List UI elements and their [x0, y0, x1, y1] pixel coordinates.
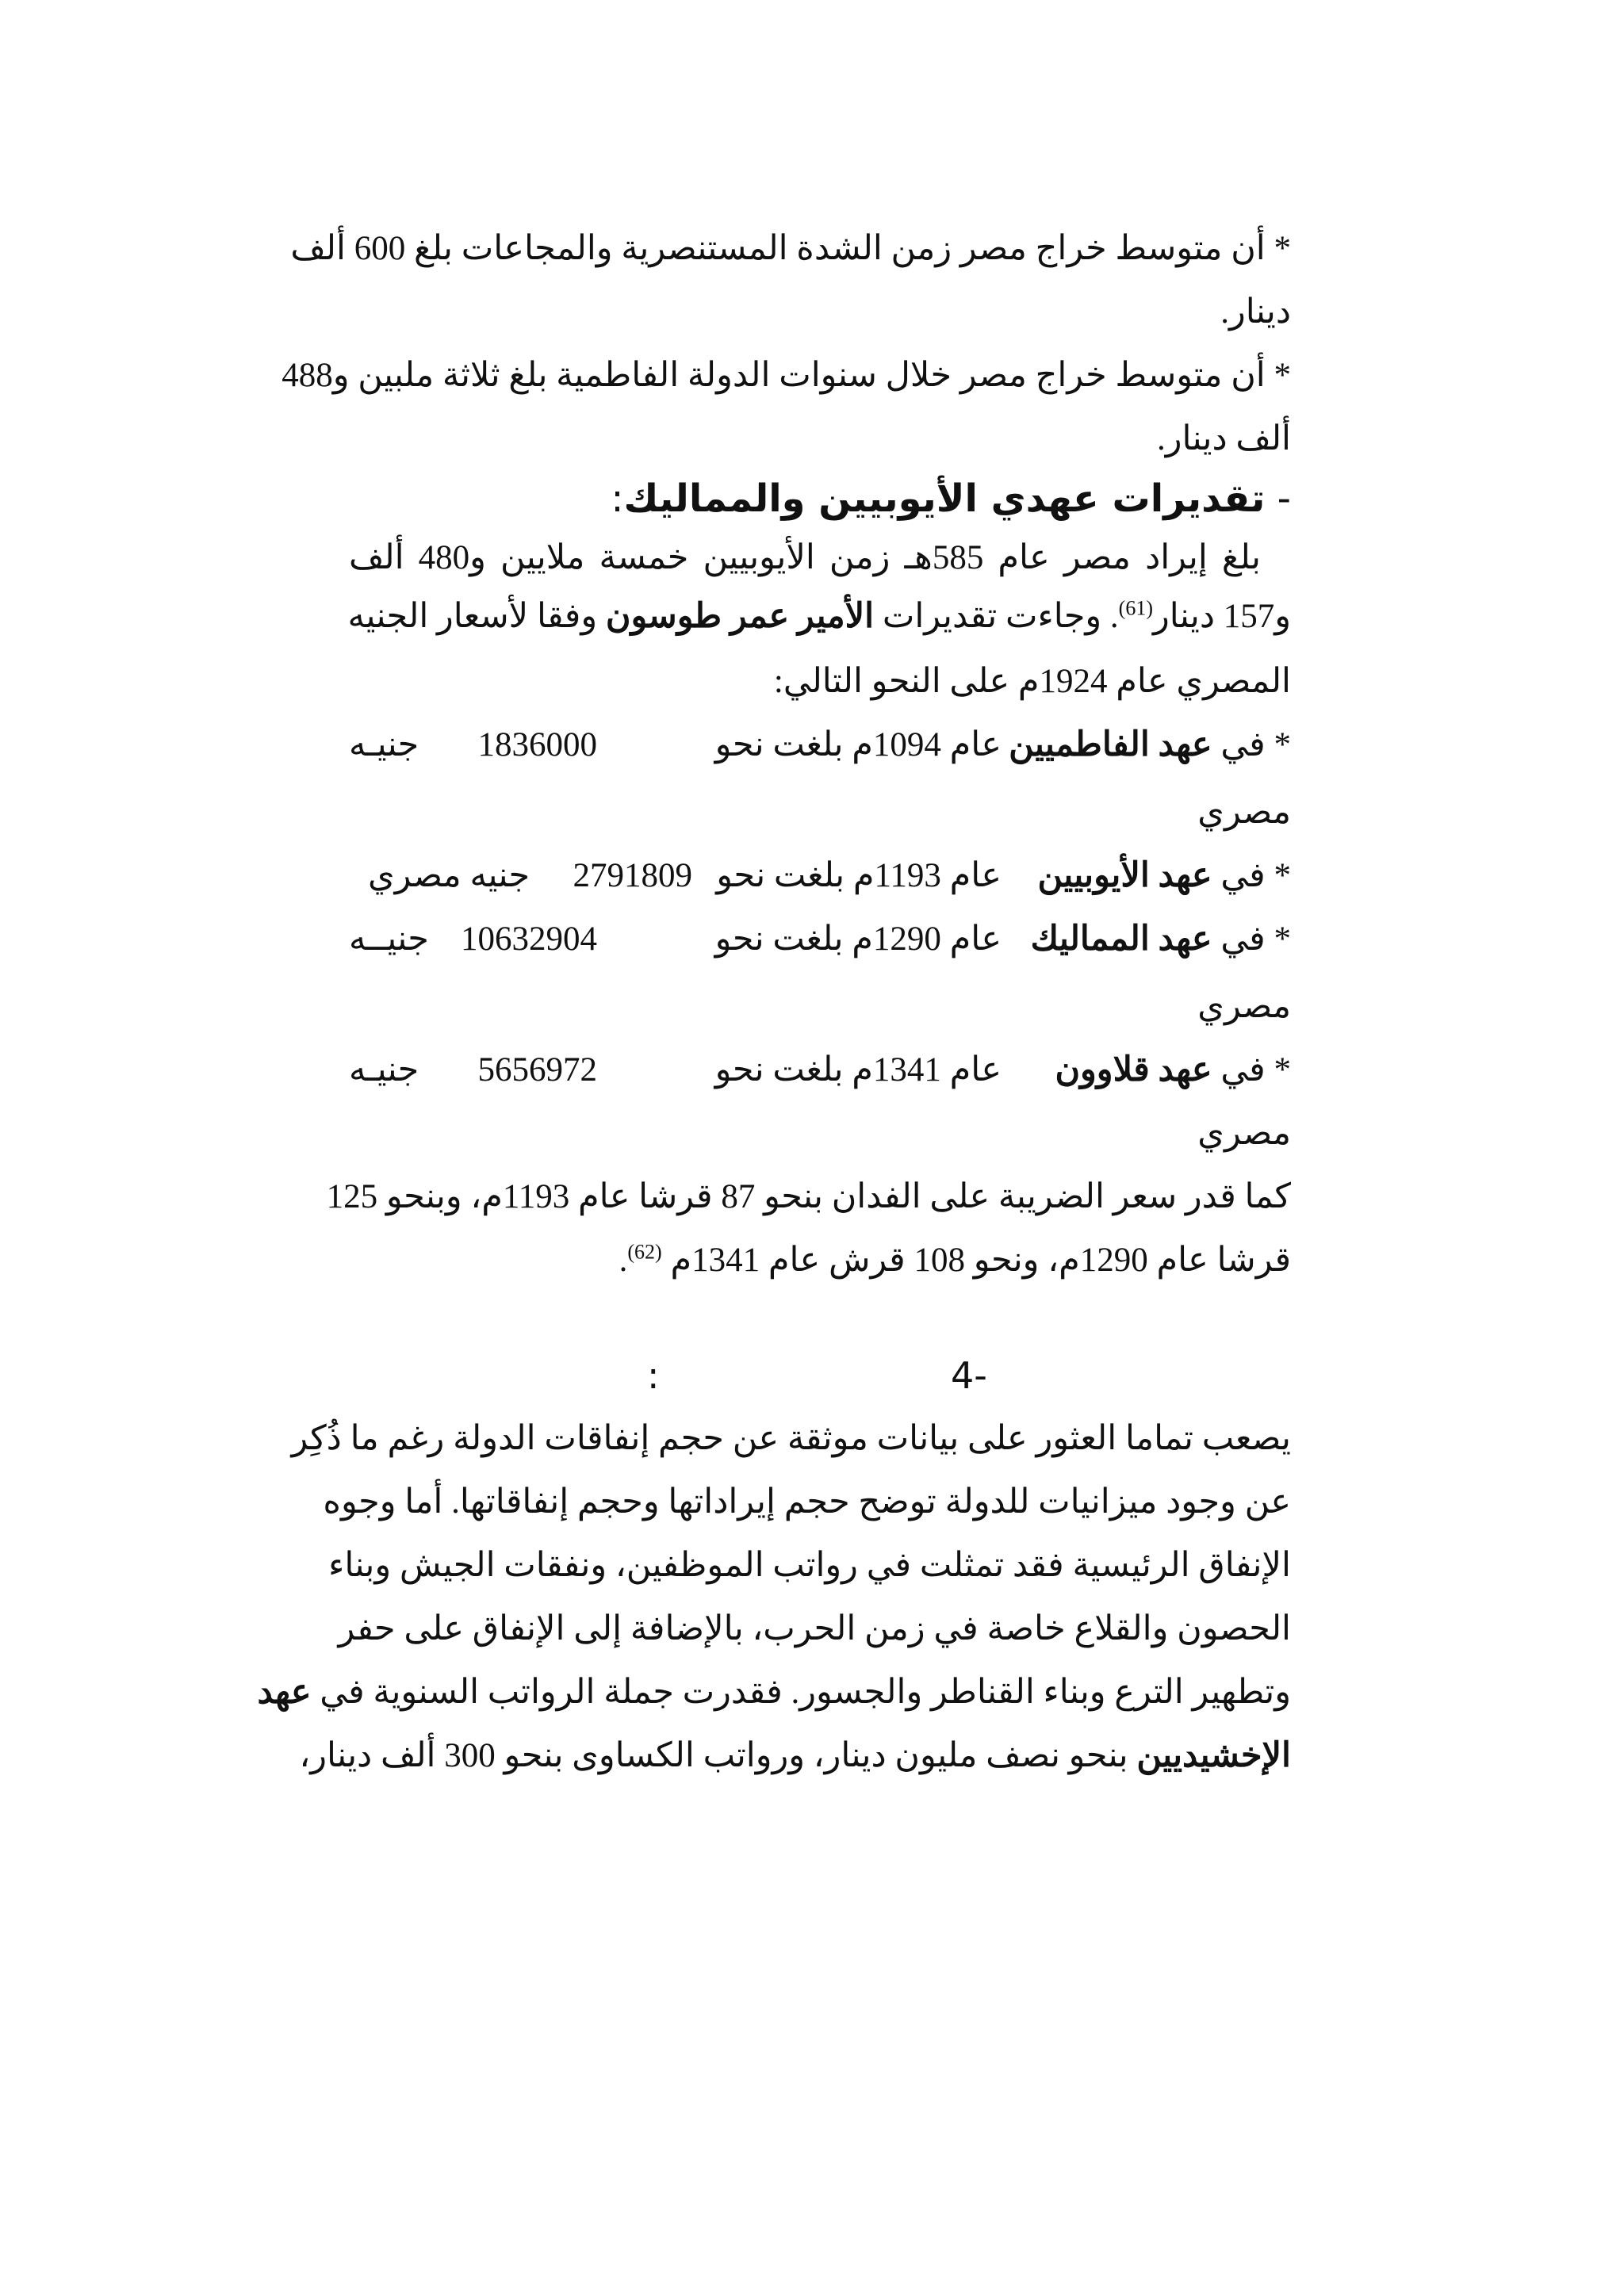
para5-text-b: بنحو نصف مليون دينار، ورواتب الكساوى بنحو 300 ألف دينار،: [299, 1737, 1137, 1774]
para4-line2: [349, 1237, 1291, 1284]
para5-line5: [257, 1669, 1291, 1716]
para5-line6: [299, 1732, 1291, 1780]
para5-line1: يصعب تماما العثور على بيانات موثقة عن حجم إنفاقات الدولة رغم ما ذُكِر: [291, 1420, 1291, 1457]
table-row-ayyubid: [349, 852, 1291, 900]
row-year: عام 1193م بلغت نحو: [716, 857, 1002, 894]
para2-line2: ألف دينار.: [1156, 420, 1291, 457]
para4-end: .: [619, 1242, 628, 1279]
row-amount: 10632904: [461, 920, 597, 958]
para5-bold-a: عهد: [257, 1674, 312, 1711]
row-unit: جنيــه: [349, 920, 429, 958]
row-unit-wrap: مصري: [1197, 988, 1291, 1025]
para3-line2: [349, 593, 1291, 641]
row-amount: 1836000: [477, 726, 597, 763]
para3-text-a: و157 دينار: [1153, 598, 1291, 635]
section-colon: :: [647, 1354, 660, 1397]
footnote-ref-61: (61): [1118, 596, 1154, 620]
para4-text: قرشا عام 1290م، ونحو 108 قرش عام 1341م: [661, 1242, 1291, 1279]
section-number: 4-: [951, 1354, 987, 1397]
para3-line3: المصري عام 1924م على النحو التالي:: [773, 663, 1291, 700]
para3-text-b: . وجاءت تقديرات: [874, 598, 1119, 635]
row-era: * في عهد قلاوون: [1055, 1051, 1291, 1089]
row-year: عام 1290م بلغت نحو: [714, 920, 1002, 958]
row-unit: جنيـه: [349, 726, 419, 763]
row-amount: 5656972: [477, 1051, 597, 1089]
table-row-mamluk: [349, 916, 1291, 963]
para5-line4: الحصون والقلاع خاصة في زمن الحرب، بالإضافة إلى الإنفاق على حفر: [338, 1610, 1291, 1647]
para3-text-c: وفقا لأسعار الجنيه: [347, 598, 606, 635]
heading-title: تقديرات عهدي الأيوبيين والمماليك: [623, 476, 1266, 521]
row-unit-wrap: مصري: [1197, 1115, 1291, 1152]
para4-line1: كما قدر سعر الضريبة على الفدان بنحو 87 قرشا عام 1193م، وبنحو 125: [326, 1178, 1291, 1215]
table-row-fatimid: [349, 721, 1291, 769]
para5-line2: عن وجود ميزانيات للدولة توضح حجم إيراداتها وحجم إنفاقاتها. أما وجوه: [323, 1483, 1291, 1521]
row-unit-wrap: مصري: [1197, 794, 1291, 831]
row-era: * في عهد المماليك: [1030, 920, 1291, 958]
footnote-ref-62: (62): [627, 1240, 662, 1264]
row-unit: جنيـه: [349, 1051, 419, 1089]
para2-line1: * أن متوسط خراج مصر خلال سنوات الدولة الفاطمية بلغ ثلاثة ملبين و488: [282, 357, 1291, 394]
para1-line2: دينار.: [1220, 293, 1291, 331]
para3-line1: بلغ إيراد مصر عام 585هـ زمن الأيوبيين خمسة ملايين و480 ألف: [349, 539, 1261, 576]
row-unit: جنيه مصري: [368, 857, 530, 894]
table-row-qalawun: [349, 1047, 1291, 1094]
heading-colon: :: [611, 476, 624, 521]
para1-line1: * أن متوسط خراج مصر زمن الشدة المستنصرية والمجاعات بلغ 600 ألف: [290, 230, 1291, 267]
section-heading: [349, 471, 1291, 526]
para5-text-a: وتطهير الترع وبناء القناطر والجسور. فقدرت جملة الرواتب السنوية في: [311, 1674, 1291, 1711]
row-year: عام 1341م بلغت نحو: [714, 1051, 1002, 1089]
prince-name: الأمير عمر طوسون: [605, 598, 875, 635]
row-amount: 2791809: [573, 857, 692, 894]
row-year: عام 1094م بلغت نحو: [714, 726, 1002, 763]
row-era: * في عهد الفاطميين: [1009, 726, 1291, 763]
row-era: * في عهد الأيوبيين: [1037, 857, 1291, 894]
heading-dash: -: [1265, 476, 1291, 521]
para5-bold-b: الإخشيديين: [1136, 1737, 1291, 1774]
para5-line3: الإنفاق الرئيسية فقد تمثلت في رواتب الموظفين، ونفقات الجيش وبناء: [328, 1547, 1291, 1584]
